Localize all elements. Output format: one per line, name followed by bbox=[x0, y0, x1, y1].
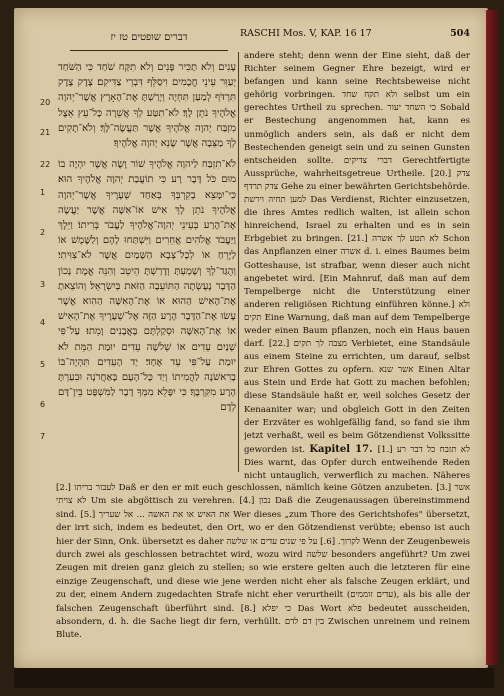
verse-number: 1 bbox=[40, 188, 46, 197]
book-bottom-shadow bbox=[14, 668, 494, 688]
verse-number: 2 bbox=[40, 228, 46, 237]
verse-number: 7 bbox=[40, 432, 46, 441]
german-running-title: RASCHI Mos. V, KAP. 16 17 bbox=[240, 28, 372, 39]
verse-number: 6 bbox=[40, 400, 46, 409]
verse-number-margin bbox=[18, 60, 51, 480]
verse-number: 4 bbox=[40, 318, 46, 327]
german-running-header bbox=[240, 28, 470, 46]
verse-number: 22 bbox=[40, 160, 51, 169]
verse-number: 21 bbox=[40, 128, 51, 137]
verse-number: 20 bbox=[40, 98, 51, 107]
hebrew-paragraph: לֹא־תִזְבַּח לַיהוָה אֱלֹהֶיךָ שׁוֹר וָשֶׂה אֲשֶׁר יִהְיֶה בוֹ מוּם כֹּל דָּבָר רָע כִּי תוֹעֲבַת יְהוָה אֱלֹהֶיךָ הוּא׃ כִּי־יִמָּצֵא בְקִרְבְּךָ בְּאַחַד שְׁעָרֶיךָ אֲשֶׁר־יְהוָה אֱלֹהֶיךָ נֹתֵן לָךְ אִישׁ אוֹ־אִשָּׁה אֲשֶׁר יַעֲשֶׂה אֶת־הָרַע בְּעֵינֵי יְהוָה־אֱלֹהֶיךָ לַעֲבֹר בְּרִיתוֹ׃ וַיֵּלֶךְ וַיַּעֲבֹד אֱלֹהִים אֲחֵרִים וַיִּשְׁתַּחוּ לָהֶם וְלַשֶּׁמֶשׁ אוֹ לַיָּרֵחַ אוֹ לְכָל־צְבָא הַשָּׁמַיִם אֲשֶׁר לֹא־צִוִּיתִי׃ וְהֻגַּד־לְךָ וְשָׁמָעְתָּ וְדָרַשְׁתָּ הֵיטֵב וְהִנֵּה אֱמֶת נָכוֹן הַדָּבָר נֶעֶשְׂתָה הַתּוֹעֵבָה הַזֹּאת בְּיִשְׂרָאֵל׃ וְהוֹצֵאתָ אֶת־הָאִישׁ הַהוּא אוֹ אֶת־הָאִשָּׁה הַהִוא אֲשֶׁר עָשׂוּ אֶת־הַדָּבָר הָרָע הַזֶּה אֶל־שְׁעָרֶיךָ אֶת־הָאִישׁ אוֹ אֶת־הָאִשָּׁה וּסְקַלְתָּם בָּאֲבָנִים וָמֵתוּ׃ עַל־פִּי שְׁנַיִם עֵדִים אוֹ שְׁלֹשָׁה עֵדִים יוּמַת הַמֵּת לֹא יוּמַת עַל־פִּי עֵד אֶחָד׃ יַד הָעֵדִים תִּהְיֶה־בּוֹ בָרִאשֹׁנָה לַהֲמִיתוֹ וְיַד כָּל־הָעָם בָּאַחֲרֹנָה וּבִעַרְתָּ הָרָע מִקִּרְבֶּךָ׃ כִּי יִפָּלֵא מִמְּךָ דָבָר לַמִּשְׁפָּט בֵּין־דָּם לְדָם bbox=[58, 159, 236, 414]
german-commentary-column bbox=[244, 50, 470, 480]
book-cover-edge bbox=[486, 10, 498, 665]
verse-number: 3 bbox=[40, 280, 46, 289]
verse-number: 5 bbox=[40, 360, 46, 369]
hebrew-text-column bbox=[58, 60, 236, 476]
hebrew-running-header: דברים שופטים טז יז bbox=[70, 32, 228, 51]
bottom-commentary-block: [2.] לעבור בריתו Daß er den er mit euch geschlossen, nämlich keine Götzen anzubeten. [3.] אשר לא צויתי Um sie abgöttisch zu verehren. [4.] נכון Daß die Zeugenaussagen übereinstimmend sind. [5.] את האיש או את האשה ... אל שעריך Wer dieses „zum Thore des Gerichtshofes" übersetzt, der irrt sich, indem es bedeutet, den Ort, wo er den Götzendienst verübte; ebenso ist auch hier der Sinn, Onk. übersetzt es daher לקרוך. [6.] על פי שנים עדים או שלשה Wenn der Zeugenbeweis durch zwei als geschlossen betrachtet wird, wozu wird שלשה besonders angeführt? Um zwei Zeugen mit dreien ganz gleich zu stellen; so wie erstere gelten auch die letzteren für eine einzige Zeugenschaft, und diese wie jene werden nicht eher als falsche Zeugen erklärt, und zu der, einem Andern zugedachten Strafe nicht eher verurtheilt (עדים זוממים), als bis alle der falschen Zeugenschaft überführt sind. [8.] כי יפלא Das Wort פלא bedeutet ausscheiden, absondern, d. h. die Sache liegt dir fern, verhüllt. בין דם לדם Zwischen unreinem und reinem Blute. bbox=[56, 483, 470, 641]
german-commentary-text: andere steht; denn wenn der Eine sieht, daß der Richter seinem Gegner Ehre bezeigt, wird er befangen und kann seine Rechtsbeweise nicht gehörig vorbringen. ולא תקח שחד selbst um ein gerechtes Urtheil zu sprechen. כי השחד יעור Sobald er Bestechung angenommen hat, kann es unmöglich anders sein, als daß er nicht dem Bestechenden geneigt sein und zu seinen Gunsten entscheiden sollte. דברי צדיקים Gerechtfertigte Aussprüche, wahrheitsgetreue Urtheile. [20.] צדק צדק תרדף Gehe zu einer bewährten Gerichtsbehörde. למען תחיה וירשת Das Verdienst, Richter einzusetzen, die ihres Amtes redlich walten, ist allein schon hinreichend, Israel zu erhalten und es in sein Erbgebiet zu bringen. [21.] לא תטע לך אשרה Schon das Anpflanzen einer אשרה d. i. eines Baumes beim Gotteshause, ist strafbar, wenn dieser auch nicht angebetet wird. [Ein Mahnruf, daß man auf dem Tempelberge nicht die Unterstützung einer anderen religiösen Richtung einführen könne.] ולא תקים Eine Warnung, daß man auf dem Tempelberge weder einen Baum pflanzen, noch ein Haus bauen darf. [22.] מצבה לך תקים Verbietet, eine Standsäule aus einem Steine zu errichten, um darauf, selbst zur Ehren Gottes zu opfern. אשר שנא Einen Altar aus Stein und Erde hat Gott zu machen befohlen; diese Standsäule haßt er, weil solches Gesetz der Kenaaniter war; und obgleich Gott in den Zeiten der Erzväter es wohlgefällig fand, so fand sie ihm jetzt verhaßt, weil es beim Götzendienst Volkssitte geworden ist. bbox=[244, 51, 470, 455]
column-divider bbox=[238, 52, 239, 472]
hebrew-paragraph: עָנִים וְלֹא תַכִּיר פָּנִים וְלֹא תִקַּח שֹׁחַד כִּי הַשֹּׁחַד יְעַוֵּר עֵינֵי חֲכָמִים וִיסַלֵּף דִּבְרֵי צַדִּיקִם׃ צֶדֶק צֶדֶק תִּרְדֹּף לְמַעַן תִּחְיֶה וְיָרַשְׁתָּ אֶת־הָאָרֶץ אֲשֶׁר־יְהוָה אֱלֹהֶיךָ נֹתֵן לָךְ׃ לֹא־תִטַּע לְךָ אֲשֵׁרָה כָּל־עֵץ אֵצֶל מִזְבַּח יְהוָה אֱלֹהֶיךָ אֲשֶׁר תַּעֲשֶׂה־לָּךְ׃ וְלֹא־תָקִים לְךָ מַצֵּבָה אֲשֶׁר שָׂנֵא יְהוָה אֱלֹהֶיךָ׃ bbox=[58, 62, 236, 150]
german-commentary-text-kap17: [1.] לא תזבח כל דבר רע Dies warnt, das Opfer durch entweihende Reden nicht untauglich, verwerflich zu machen. Näheres bbox=[244, 444, 470, 480]
page-number: 504 bbox=[450, 28, 470, 39]
kapitel-heading: Kapitel 17. bbox=[309, 443, 378, 455]
